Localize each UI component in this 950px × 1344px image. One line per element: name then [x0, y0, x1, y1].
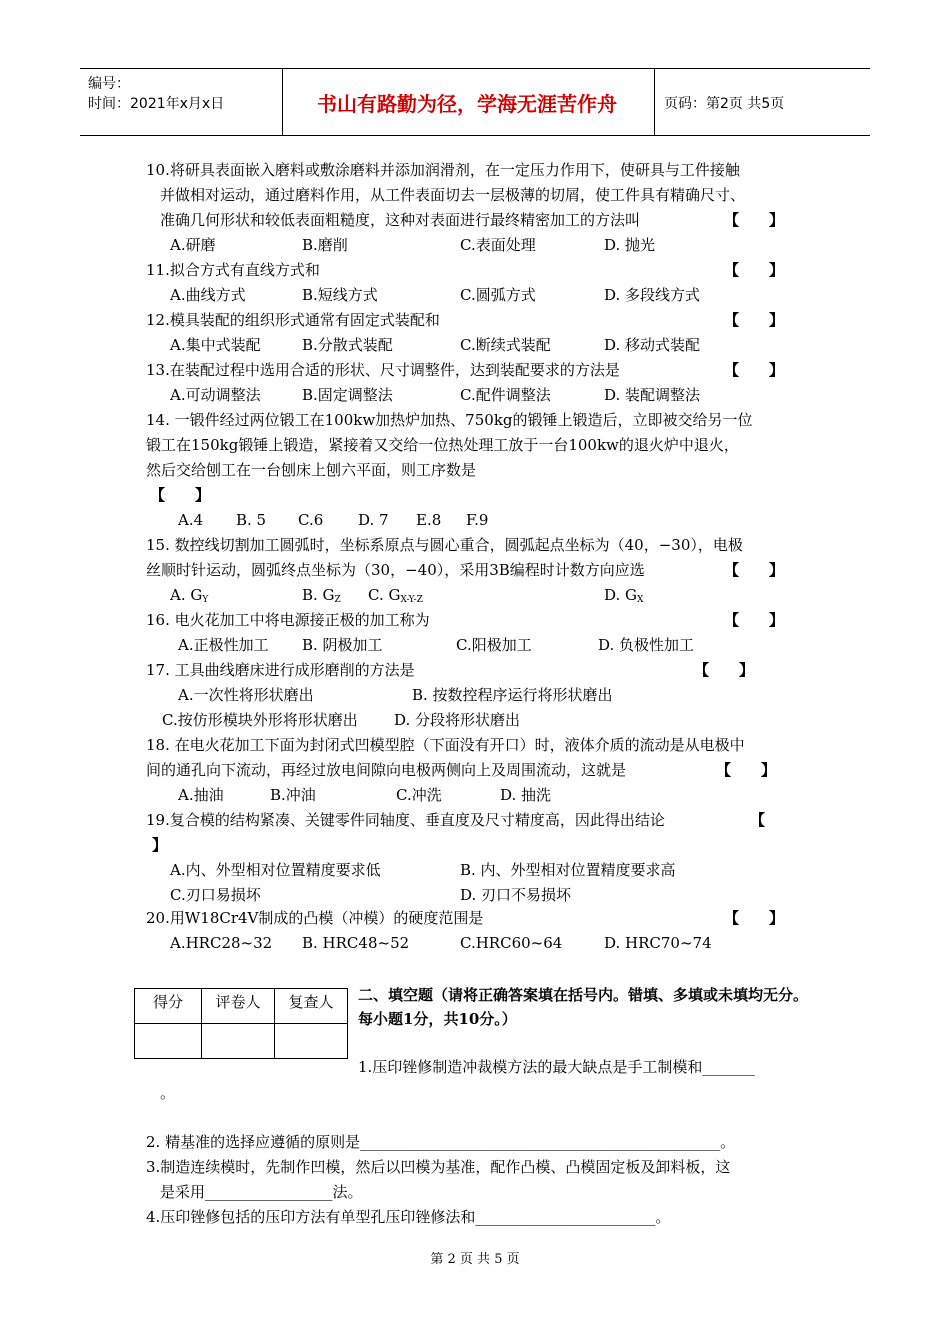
q20-option-b: B. HRC48~52 [302, 934, 410, 952]
q15-option-d: D. $G_X$ [604, 586, 644, 605]
q18-option-c: C.冲洗 [396, 786, 442, 804]
q17-stem: 17. 工具曲线磨床进行成形磨削的方法是 [146, 661, 415, 679]
time-label: 时间：2021年x月x日 [88, 96, 225, 112]
score-cell[interactable] [135, 1024, 202, 1059]
q15-line-2: 丝顺时针运动，圆弧终点坐标为（30，−40），采用3B编程时计数方向应选 [146, 561, 645, 579]
q18-option-b: B.冲油 [270, 786, 316, 804]
q12-option-b: B.分散式装配 [302, 336, 393, 354]
q17-option-a: A.一次性将形状磨出 [178, 686, 314, 704]
reviewer-header: 复查人 [275, 989, 348, 1024]
answer-bracket[interactable]: 【 】 [724, 909, 785, 927]
q13-option-c: C.配件调整法 [460, 386, 551, 404]
page-indicator: 页码：第2页 共5页 [664, 96, 785, 112]
q20-stem: 20.用W18Cr4V制成的凸模（冲模）的硬度范围是 [146, 909, 484, 927]
q17-option-b: B. 按数控程序运行将形状磨出 [412, 686, 613, 704]
score-table [134, 988, 348, 1059]
answer-bracket[interactable]: 【 】 [150, 486, 211, 504]
grader-cell[interactable] [202, 1024, 275, 1059]
q12-stem: 12.模具装配的组织形式通常有固定式装配和 [146, 311, 440, 329]
fill-1-end: 。 [160, 1084, 176, 1102]
fill-3-line-2: 是采用_________________法。 [160, 1183, 363, 1201]
q19-stem: 19.复合模的结构紧凑、关键零件同轴度、垂直度及尺寸精度高，因此得出结论 [146, 811, 665, 829]
header-meta [80, 69, 280, 135]
page-header [80, 68, 870, 136]
q14-option-a: A.4 [178, 511, 204, 529]
answer-bracket[interactable]: 【 】 [694, 661, 755, 679]
q14-option-c: C.6 [298, 511, 324, 529]
q10-option-a: A.研磨 [170, 236, 216, 254]
q10-option-c: C.表面处理 [460, 236, 536, 254]
q13-option-d: D. 装配调整法 [604, 386, 701, 404]
q14-line-1: 14. 一锻件经过两位锻工在100kw加热炉加热、750kg的锻锤上锻造后，立即被交给另一位 [146, 411, 753, 429]
q20-option-c: C.HRC60~64 [460, 934, 563, 952]
q10-line-1: 10.将研具表面嵌入磨料或敷涂磨料并添加润滑剂，在一定压力作用下，使研具与工件接触 [146, 161, 740, 179]
q18-line-2: 间的通孔向下流动，再经过放电间隙向电极两侧向上及周围流动，这就是 [146, 761, 627, 779]
q16-option-a: A.正极性加工 [178, 636, 269, 654]
section-2-title: 二、填空题（请将正确答案填在括号内。错填、多填或未填均无分。每小题1分，共10分。） [358, 986, 809, 1028]
q12-option-d: D. 移动式装配 [604, 336, 701, 354]
score-header: 得分 [135, 989, 202, 1024]
q15-option-c: C. $G_{X-Y-Z}$ [368, 586, 423, 605]
q16-option-b: B. 阴极加工 [302, 636, 383, 654]
q16-option-d: D. 负极性加工 [598, 636, 695, 654]
q16-stem: 16. 电火花加工中将电源接正极的加工称为 [146, 611, 430, 629]
q18-line-1: 18. 在电火花加工下面为封闭式凹模型腔（下面没有开口）时，液体介质的流动是从电极中 [146, 736, 745, 754]
fill-1: 1.压印锉修制造冲裁模方法的最大缺点是手工制模和_______ [358, 1058, 755, 1076]
serial-label: 编号： [88, 76, 130, 92]
answer-bracket[interactable]: 【 】 [716, 761, 777, 779]
q19-option-c: C.刃口易损坏 [170, 886, 261, 904]
q19-option-d: D. 刃口不易损坏 [460, 886, 572, 904]
answer-bracket-close[interactable]: 】 [152, 836, 168, 854]
q17-option-c: C.按仿形模块外形将形状磨出 [162, 711, 358, 729]
answer-bracket[interactable]: 【 】 [724, 211, 785, 229]
q13-option-a: A.可动调整法 [170, 386, 261, 404]
answer-bracket[interactable]: 【 】 [724, 361, 785, 379]
fill-2: 2. 精基准的选择应遵循的原则是________________________________________________。 [146, 1133, 736, 1151]
fill-3-line-1: 3.制造连续模时，先制作凹模，然后以凹模为基准，配作凸模、凸模固定板及卸料板，这 [146, 1158, 731, 1176]
fill-4: 4.压印锉修包括的压印方法有单型孔压印锉修法和________________________。 [146, 1208, 671, 1226]
q12-option-c: C.断续式装配 [460, 336, 551, 354]
q11-option-c: C.圆弧方式 [460, 286, 536, 304]
q15-line-1: 15. 数控线切割加工圆弧时，坐标系原点与圆心重合，圆弧起点坐标为（40，−30），电极 [146, 536, 743, 554]
q20-option-d: D. HRC70~74 [604, 934, 712, 952]
q20-option-a: A.HRC28~32 [170, 934, 273, 952]
q15-option-b: B. $G_Z$ [302, 586, 341, 605]
q18-option-a: A.抽油 [178, 786, 224, 804]
q14-line-3: 然后交给刨工在一台刨床上刨六平面，则工序数是 [146, 461, 477, 479]
answer-bracket[interactable]: 【 】 [724, 261, 785, 279]
q10-line-2: 并做相对运动，通过磨料作用，从工件表面切去一层极薄的切屑，使工件具有精确尺寸、 [160, 186, 746, 204]
q11-stem: 11.拟合方式有直线方式和 [146, 261, 320, 279]
answer-bracket[interactable]: 【 】 [724, 561, 785, 579]
answer-bracket-open[interactable]: 【 [750, 811, 766, 829]
q14-option-f: F.9 [466, 511, 489, 529]
page-footer: 第 2 页 共 5 页 [430, 1252, 520, 1267]
answer-bracket[interactable]: 【 】 [724, 611, 785, 629]
q11-option-d: D. 多段线方式 [604, 286, 701, 304]
q15-option-a: A. $G_Y$ [170, 586, 209, 605]
q12-option-a: A.集中式装配 [170, 336, 261, 354]
q14-option-d: D. 7 [358, 511, 389, 529]
q10-option-b: B.磨削 [302, 236, 348, 254]
q10-line-3: 准确几何形状和较低表面粗糙度，这种对表面进行最终精密加工的方法叫 [160, 211, 641, 229]
reviewer-cell[interactable] [275, 1024, 348, 1059]
q19-option-a: A.内、外型相对位置精度要求低 [170, 861, 381, 879]
q16-option-c: C.阳极加工 [456, 636, 532, 654]
answer-bracket[interactable]: 【 】 [724, 311, 785, 329]
q10-option-d: D. 抛光 [604, 236, 656, 254]
q14-option-e: E.8 [416, 511, 442, 529]
q13-option-b: B.固定调整法 [302, 386, 393, 404]
q17-option-d: D. 分段将形状磨出 [394, 711, 521, 729]
q11-option-b: B.短线方式 [302, 286, 378, 304]
q18-option-d: D. 抽洗 [500, 786, 552, 804]
q11-option-a: A.曲线方式 [170, 286, 246, 304]
q14-line-2: 锻工在150kg锻锤上锻造，紧接着又交给一位热处理工放于一台100kw的退火炉中退火， [146, 436, 739, 454]
q13-stem: 13.在装配过程中选用合适的形状、尺寸调整件，达到装配要求的方法是 [146, 361, 620, 379]
q14-option-b: B. 5 [236, 511, 267, 529]
motto: 书山有路勤为径，学海无涯苦作舟 [317, 91, 617, 116]
q19-option-b: B. 内、外型相对位置精度要求高 [460, 861, 676, 879]
grader-header: 评卷人 [202, 989, 275, 1024]
header-divider [654, 69, 655, 135]
